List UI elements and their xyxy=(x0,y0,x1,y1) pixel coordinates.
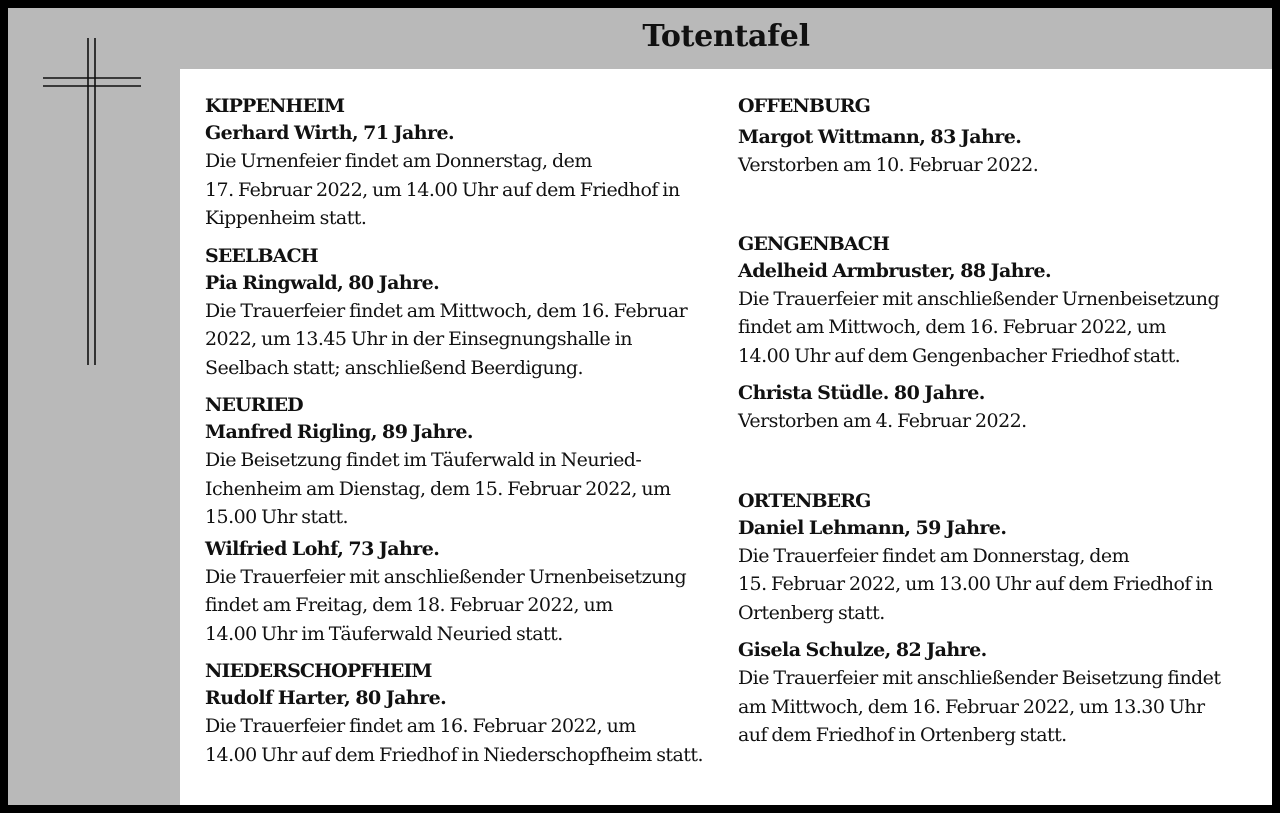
town-heading: ORTENBERG xyxy=(738,489,871,512)
deceased-name: Pia Ringwald, 80 Jahre. xyxy=(205,271,440,294)
obituary-entry xyxy=(738,258,1258,371)
town-heading: NIEDERSCHOPFHEIM xyxy=(205,660,432,682)
town-section-seelbach xyxy=(205,243,715,383)
left-column xyxy=(205,93,715,769)
town-heading: SEELBACH xyxy=(205,244,318,267)
obituary-entry xyxy=(205,419,715,532)
deceased-name: Adelheid Armbruster, 88 Jahre. xyxy=(738,259,1052,282)
town-section-gengenbach xyxy=(738,231,1258,436)
town-section-niederschopfheim xyxy=(205,658,715,769)
obituary-text: Die Trauerfeier findet am 16. Februar 2022, um 14.00 Uhr auf dem Friedhof in Niederschopfheim statt. xyxy=(205,715,703,766)
deceased-name: Margot Wittmann, 83 Jahre. xyxy=(738,126,1022,148)
obituary-text: Die Trauerfeier findet am Mittwoch, dem 16. Februar 2022, um 13.45 Uhr in der Einsegnungshalle in Seelbach statt; anschließend Beerdigung. xyxy=(205,299,688,379)
obituary-entry xyxy=(205,685,715,769)
page-title: Totentafel xyxy=(642,19,810,54)
town-section-offenburg xyxy=(738,93,1258,180)
obituary-text: Die Beisetzung findet im Täuferwald in Neuried- Ichenheim am Dienstag, dem 15. Februar 2022, um 15.00 Uhr statt. xyxy=(205,449,671,528)
obituary-board xyxy=(8,8,1272,805)
obituary-entry xyxy=(738,380,1258,436)
obituary-text: Die Trauerfeier mit anschließender Urnenbeisetzung findet am Freitag, dem 18. Februar 2022, um 14.00 Uhr im Täuferwald Neuried statt. xyxy=(205,565,687,645)
obituary-entry xyxy=(738,124,1258,180)
deceased-name: Daniel Lehmann, 59 Jahre. xyxy=(738,516,1007,539)
obituary-text: Verstorben am 10. Februar 2022. xyxy=(738,154,1039,176)
town-heading: GENGENBACH xyxy=(738,232,890,255)
obituary-text: Die Trauerfeier findet am Donnerstag, dem 15. Februar 2022, um 13.00 Uhr auf dem Friedhof in Ortenberg statt. xyxy=(738,544,1213,624)
town-section-neuried xyxy=(205,392,715,648)
obituary-entry xyxy=(738,515,1258,628)
deceased-name: Wilfried Lohf, 73 Jahre. xyxy=(205,537,440,560)
obituary-text: Die Urnenfeier findet am Donnerstag, dem 17. Februar 2022, um 14.00 Uhr auf dem Friedhof in Kippenheim statt. xyxy=(205,150,680,229)
deceased-name: Manfred Rigling, 89 Jahre. xyxy=(205,421,473,443)
obituary-panel xyxy=(180,69,1272,805)
town-heading: OFFENBURG xyxy=(738,95,870,117)
town-section-ortenberg xyxy=(738,488,1258,750)
obituary-entry xyxy=(738,637,1258,750)
deceased-name: Gerhard Wirth, 71 Jahre. xyxy=(205,122,455,144)
obituary-entry xyxy=(205,120,715,233)
deceased-name: Christa Stüdle. 80 Jahre. xyxy=(738,382,985,404)
cross-icon xyxy=(8,8,180,378)
right-column xyxy=(738,93,1258,750)
town-heading: KIPPENHEIM xyxy=(205,95,345,117)
obituary-text: Die Trauerfeier mit anschließender Beisetzung findet am Mittwoch, dem 16. Februar 2022, um 13.30 Uhr auf dem Friedhof in Ortenberg statt. xyxy=(738,667,1221,746)
deceased-name: Gisela Schulze, 82 Jahre. xyxy=(738,639,987,661)
obituary-text: Verstorben am 4. Februar 2022. xyxy=(738,410,1027,432)
deceased-name: Rudolf Harter, 80 Jahre. xyxy=(205,687,447,709)
obituary-entry xyxy=(205,536,715,649)
obituary-entry xyxy=(205,270,715,383)
obituary-text: Die Trauerfeier mit anschließender Urnenbeisetzung findet am Mittwoch, dem 16. Februar 2022, um 14.00 Uhr auf dem Gengenbacher Friedhof statt. xyxy=(738,287,1220,367)
town-heading: NEURIED xyxy=(205,394,303,416)
town-section-kippenheim xyxy=(205,93,715,233)
